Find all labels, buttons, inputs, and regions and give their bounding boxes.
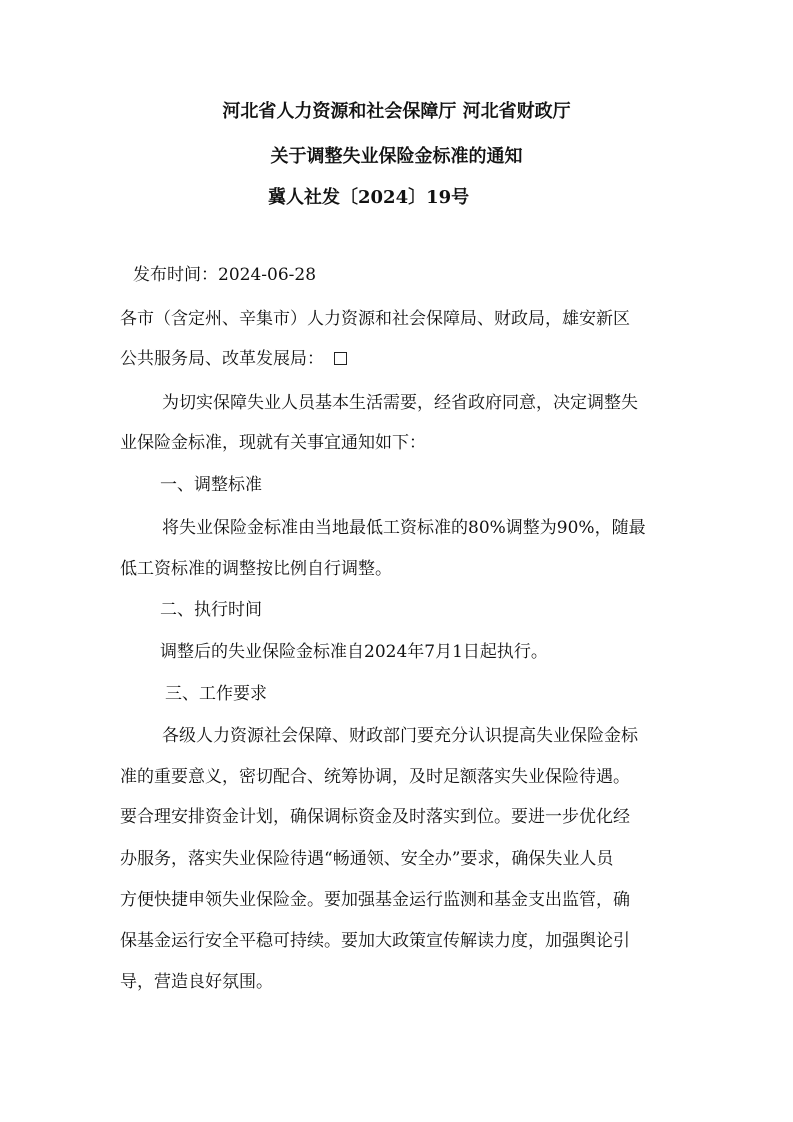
recipients-line-2: [120, 347, 347, 371]
section-3-line-5: 方便快捷申领失业保险金。要加强基金运行监测和基金支出监管，确: [120, 890, 630, 910]
publish-date: 发布时间：2024-06-28: [133, 265, 317, 285]
section-3-heading: 三、工作要求: [165, 684, 267, 704]
document-number: 冀人社发〔2024〕19号: [268, 187, 470, 208]
section-1-line-2: 低工资标准的调整按比例自行调整。: [120, 559, 392, 579]
section-3-line-2: 准的重要意义，密切配合、统筹协调，及时足额落实失业保险待遇。: [120, 767, 630, 787]
section-3-line-6: 保基金运行安全平稳可持续。要加大政策宣传解读力度，加强舆论引: [120, 931, 630, 951]
checkbox-icon: [334, 352, 347, 365]
section-3-line-4: 办服务，落实失业保险待遇“畅通领、安全办”要求，确保失业人员: [120, 849, 614, 869]
intro-line-2: 业保险金标准，现就有关事宜通知如下：: [120, 433, 426, 453]
section-2-heading: 二、执行时间: [160, 600, 262, 620]
recipients-line-2-text: 公共服务局、改革发展局：: [120, 349, 324, 369]
intro-line-1: 为切实保障失业人员基本生活需要，经省政府同意，决定调整失: [162, 393, 638, 413]
document-title-issuers: 河北省人力资源和社会保障厅 河北省财政厅: [222, 101, 571, 122]
document-title-subject: 关于调整失业保险金标准的通知: [270, 146, 523, 167]
section-3-line-3: 要合理安排资金计划，确保调标资金及时落实到位。要进一步优化经: [120, 807, 630, 827]
recipients-line-1: 各市（含定州、辛集市）人力资源和社会保障局、财政局，雄安新区: [120, 309, 630, 329]
section-1-heading: 一、调整标准: [160, 475, 262, 495]
section-2-line-1: 调整后的失业保险金标准自2024年7月1日起执行。: [160, 642, 548, 662]
section-1-line-1: 将失业保险金标准由当地最低工资标准的80%调整为90%，随最: [162, 518, 646, 538]
section-3-line-7: 导，营造良好氛围。: [120, 972, 273, 992]
section-3-line-1: 各级人力资源社会保障、财政部门要充分认识提高失业保险金标: [162, 726, 638, 746]
